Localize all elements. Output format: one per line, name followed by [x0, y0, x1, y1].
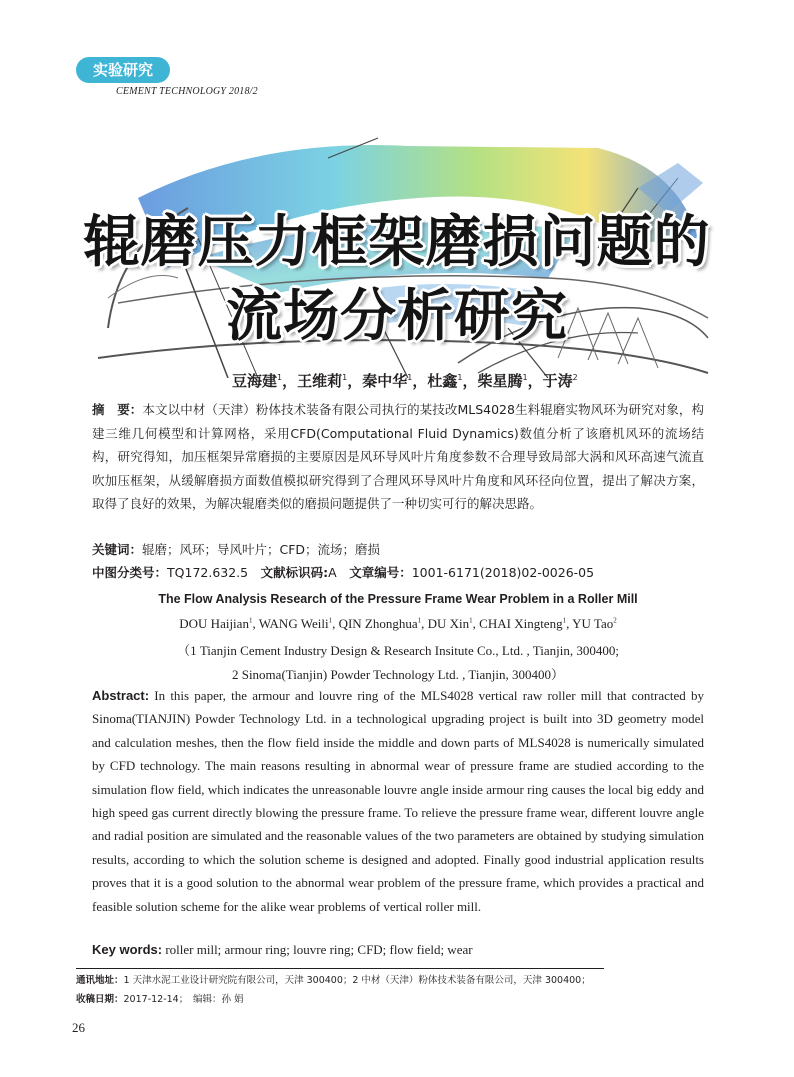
article-title-line-2: 流场分析研究 [226, 284, 568, 349]
article-title-line-1: 辊磨压力框架磨损问题的 [83, 210, 711, 275]
abstract-cn [92, 398, 704, 516]
english-title: The Flow Analysis Research of the Pressure Frame Wear Problem in a Roller Mill [158, 592, 638, 606]
clc-value: TQ172.632.5 [167, 565, 249, 580]
author-affiliation-mark: 2 [613, 616, 617, 625]
author-affiliation-mark: 1 [328, 616, 333, 625]
author-name: 杜鑫 [427, 372, 458, 390]
article-no-label: 文章编号： [349, 565, 412, 580]
footnote-address [76, 972, 591, 986]
authors-cn: 豆海建$^1$，王维莉$^1$，秦中华$^1$，杜鑫$^1$，柴星腾$^1$，于涛$^2$ [232, 372, 578, 390]
doc-code-label: 文献标识码: [260, 565, 329, 580]
english-abstract-text: In this paper, the armour and louvre ring of the MLS4028 vertical raw roller mill that contracted by Sinoma(TIANJIN) Powder Technology Ltd. in a technological upgrading project is built into 3D geometry model and calculation meshes, then the flow field inside the middle and down parts of MLS4028 is numerically simulated by CFD technology. The main reasons resulting in abnormal wear of pressure frame are studied according to the simulation flow field, which indicates the unreasonable louvre angle inside armour ring causes the local big eddy and high speed gas current directly blowing the pressure frame. To relieve the pressure frame wear, different louvre angle and radial position are simulated and the reasonable values of the two parameters are obtained by studying simulation results, according to which the solution scheme is designed and adopted. Finally good industrial application results proves that it is a good solution to the abnormal wear problem of the pressure frame, which provides a practical and feasible solution scheme for the alike wear problems of vertical roller mill. [92, 688, 704, 914]
section-tag: 实验研究 [76, 57, 170, 83]
author-name: 王维莉 [297, 372, 343, 390]
author-affiliation-mark: 1 [407, 373, 413, 382]
page-number: 26 [72, 1020, 85, 1035]
author-name-en: DU Xin [427, 616, 470, 631]
author-affiliation-mark: 1 [457, 373, 463, 382]
journal-running-head: CEMENT TECHNOLOGY 2018/2 [116, 86, 258, 97]
classification-line [92, 561, 704, 585]
doc-code-value: A [328, 565, 337, 580]
english-keywords-label: Key words: [92, 942, 163, 957]
english-authors: DOU Haijian$^1$, WANG Weili$^1$, QIN Zhonghua$^1$, DU Xin$^1$, CHAI Xingteng$^1$, YU Tao$^2$ [179, 616, 617, 631]
author-affiliation-mark: 2 [572, 373, 578, 382]
article-no-value: 1001-6171(2018)02-0026-05 [411, 565, 595, 580]
english-keywords [92, 942, 704, 958]
author-affiliation-mark: 1 [562, 616, 567, 625]
author-affiliation-mark: 1 [469, 616, 473, 625]
author-name: 豆海建 [232, 372, 278, 390]
english-affiliation-2: 2 Sinoma(Tianjin) Powder Technology Ltd. , Tianjin, 300400） [231, 667, 565, 682]
author-name-en: DOU Haijian [179, 616, 249, 631]
english-abstract-label: Abstract: [92, 688, 150, 703]
keywords-cn [92, 538, 704, 562]
english-affiliation-1: （1 Tianjin Cement Industry Design & Research Insitute Co., Ltd. , Tianjin, 300400; [177, 643, 619, 658]
received-label: 收稿日期： [76, 994, 124, 1005]
received-text: 2017-12-14； 编辑：孙 娟 [123, 994, 244, 1005]
author-name-en: WANG Weili [258, 616, 329, 631]
author-name: 秦中华 [362, 372, 408, 390]
english-abstract [92, 684, 704, 918]
clc-label: 中图分类号： [92, 565, 168, 580]
author-name-en: CHAI Xingteng [479, 616, 563, 631]
keywords-cn-label: 关键词： [92, 542, 143, 557]
english-keywords-text: roller mill; armour ring; louvre ring; CFD; flow field; wear [162, 942, 473, 957]
address-label: 通讯地址： [76, 975, 124, 986]
author-affiliation-mark: 1 [248, 616, 253, 625]
abstract-cn-text: 本文以中材（天津）粉体技术装备有限公司执行的某技改MLS4028生料辊磨实物风环为研究对象，构建三维几何模型和计算网格，采用CFD(Computational Fluid Dynamics)数值分析了该磨机风环的流场结构，研究得知，加压框架异常磨损的主要原因是风环导风叶片角度参数不合理导致局部大涡和风环高速气流直吹加压框架，从缓解磨损方面数值模拟研究得到了合理风环导风叶片角度和风环径向位置，提出了解决方案，取得了良好的效果，为解决辊磨类似的磨损问题提供了一种切实可行的解决思路。 [92, 402, 704, 512]
footnote-received [76, 991, 244, 1005]
footnote-divider [76, 968, 604, 969]
author-name: 于涛 [542, 372, 573, 390]
author-affiliation-mark: 1 [417, 616, 422, 625]
author-affiliation-mark: 1 [342, 373, 348, 382]
keywords-cn-text: 辊磨；风环；导风叶片；CFD；流场；磨损 [142, 542, 381, 557]
author-name: 柴星腾 [477, 372, 523, 390]
author-affiliation-mark: 1 [277, 373, 283, 382]
address-text: 1 天津水泥工业设计研究院有限公司，天津 300400；2 中材（天津）粉体技术装备有限公司，天津 300400； [123, 975, 591, 986]
author-name-en: QIN Zhonghua [338, 616, 418, 631]
abstract-cn-label: 摘 要： [92, 402, 143, 417]
author-name-en: YU Tao [572, 616, 614, 631]
author-affiliation-mark: 1 [522, 373, 528, 382]
